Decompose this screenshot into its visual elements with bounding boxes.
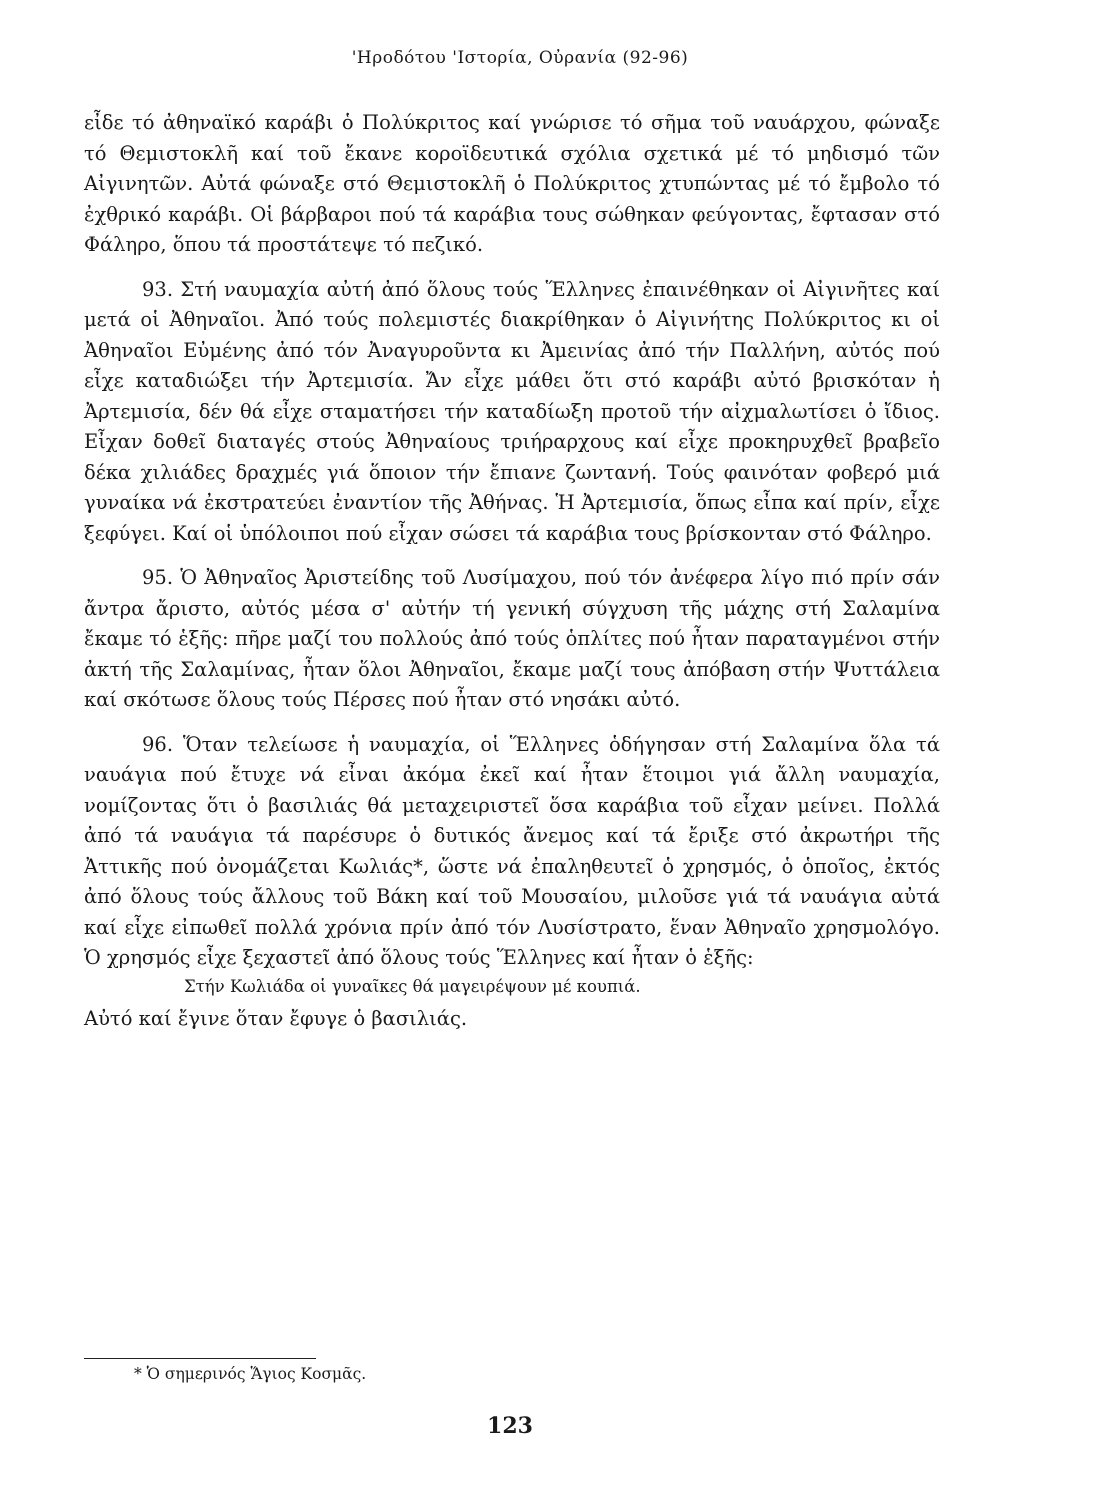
oracle-verse: Στήν Κωλιάδα οἱ γυναῖκες θά μαγειρέψουν μέ κουπιά. [184, 976, 641, 996]
paragraph-95: 95. Ὁ Ἀθηναῖος Ἀριστείδης τοῦ Λυσίμαχου, πού τόν ἀνέφερα λίγο πιό πρίν σάν ἄντρα ἄριστο, αὐτός μέσα σ' αὐτήν τή γενική σύγχυση τῆς μάχης στή Σαλαμίνα ἔκαμε τό ἑξῆς: πῆρε μαζί του πολλούς ἀπό τούς ὁπλίτες πού ἦταν παραταγμένοι στήν ἀκτή τῆς Σαλαμίνας, ἦταν ὅλοι Ἀθηναῖοι, ἔκαμε μαζί τους ἀπόβαση στήν Ψυττάλεια καί σκότωσε ὅλους τούς Πέρσες πού ἦταν στό νησάκι αὐτό. [84, 566, 940, 711]
running-head: 'Ηροδότου 'Ιστορία, Οὐρανία (92-96) [351, 48, 689, 68]
page-number: 123 [487, 1413, 533, 1439]
paragraph-93: 93. Στή ναυμαχία αὐτή ἀπό ὅλους τούς Ἕλληνες ἐπαινέθηκαν οἱ Αἰγινῆτες καί μετά οἱ Ἀθηναῖοι. Ἀπό τούς πολεμιστές διακρίθηκαν ὁ Αἰγινήτης Πολύκριτος κι οἱ Ἀθηναῖοι Εὐμένης ἀπό τόν Ἀναγυροῦντα κι Ἀμεινίας ἀπό τήν Παλλήνη, αὐτός πού εἶχε καταδιώξει τήν Ἀρτεμισία. Ἄν εἶχε μάθει ὅτι στό καράβι αὐτό βρισκόταν ἡ Ἀρτεμισία, δέν θά εἶχε σταματήσει τήν καταδίωξη προτοῦ τήν αἰχμαλωτίσει ὁ ἴδιος. Εἶχαν δοθεῖ διαταγές στούς Ἀθηναίους τριήραρχους καί εἶχε προκηρυχθεῖ βραβεῖο δέκα χιλιάδες δραχμές γιά ὅποιον τήν ἔπιανε ζωντανή. Τούς φαινόταν φοβερό μιά γυναίκα νά ἐκστρατεύει ἐναντίον τῆς Ἀθήνας. Ἡ Ἀρτεμισία, ὅπως εἶπα καί πρίν, εἶχε ξεφύγει. Καί οἱ ὑπόλοιποι πού εἶχαν σώσει τά καράβια τους βρίσκονταν στό Φάληρο. [84, 277, 940, 545]
footnote-divider [84, 1358, 316, 1359]
closing-line: Αὐτό καί ἔγινε ὅταν ἔφυγε ὁ βασιλιάς. [84, 1006, 468, 1030]
body-text [84, 108, 940, 1034]
paragraph-continuation: εἶδε τό ἀθηναϊκό καράβι ὁ Πολύκριτος καί γνώρισε τό σῆμα τοῦ ναυάρχου, φώναξε τό Θεμιστοκλῆ καί τοῦ ἔκανε κοροϊδευτικά σχόλια σχετικά μέ τό μηδισμό τῶν Αἰγινητῶν. Αὐτά φώναξε στό Θεμιστοκλῆ ὁ Πολύκριτος χτυπώντας μέ τό ἔμβολο τό ἐχθρικό καράβι. Οἱ βάρβαροι πού τά καράβια τους σώθηκαν φεύγοντας, ἔφτασαν στό Φάληρο, ὅπου τά προστάτεψε τό πεζικό. [84, 111, 940, 256]
footnote: * Ὁ σημερινός Ἅγιος Κοσμᾶς. [134, 1365, 367, 1383]
paragraph-96: 96. Ὅταν τελείωσε ἡ ναυμαχία, οἱ Ἕλληνες ὁδήγησαν στή Σαλαμίνα ὅλα τά ναυάγια πού ἔτυχε νά εἶναι ἀκόμα ἐκεῖ καί ἦταν ἕτοιμοι γιά ἄλλη ναυμαχία, νομίζοντας ὅτι ὁ βασιλιάς θά μεταχειριστεῖ ὅσα καράβια τοῦ εἶχαν μείνει. Πολλά ἀπό τά ναυάγια τά παρέσυρε ὁ δυτικός ἄνεμος καί τά ἔριξε στό ἀκρωτήρι τῆς Ἀττικῆς πού ὀνομάζεται Κωλιάς*, ὥστε νά ἐπαληθευτεῖ ὁ χρησμός, ὁ ὁποῖος, ἐκτός ἀπό ὅλους τούς ἄλλους τοῦ Βάκη καί τοῦ Μουσαίου, μιλοῦσε γιά τά ναυάγια αὐτά καί εἶχε εἰπωθεῖ πολλά χρόνια πρίν ἀπό τόν Λυσίστρατο, ἕναν Ἀθηναῖο χρησμολόγο. Ὁ χρησμός εἶχε ξεχαστεῖ ἀπό ὅλους τούς Ἕλληνες καί ἦταν ὁ ἑξῆς: [84, 732, 940, 969]
